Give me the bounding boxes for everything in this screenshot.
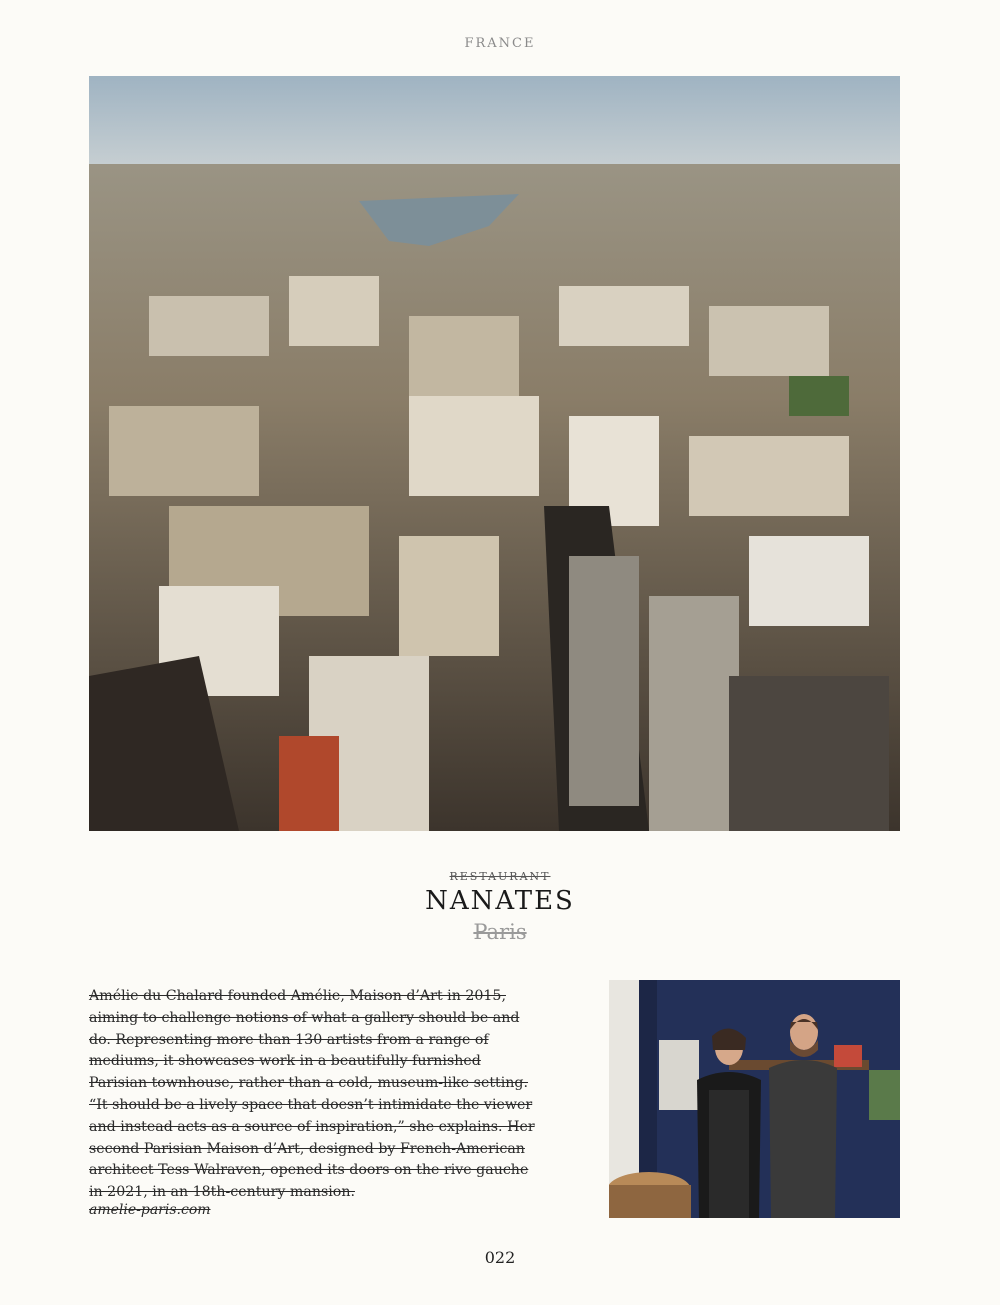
article-city: Paris [473, 920, 527, 944]
owners-portrait-photo [609, 980, 900, 1218]
body-line: “It should be a lively space that doesn’t intimidate the viewer [89, 1096, 533, 1113]
body-line: and instead acts as a source of inspiration,” she explains. Her [89, 1118, 535, 1135]
article-kicker: RESTAURANT [449, 870, 551, 883]
page-number: 022 [484, 1248, 516, 1267]
body-line: architect Tess Walraven, opened its doors on the rive gauche [89, 1162, 529, 1179]
body-line: aiming to challenge notions of what a gallery should be and [89, 1009, 520, 1026]
body-line: mediums, it showcases work in a beautifully furnished [89, 1053, 481, 1070]
body-line: in 2021, in an 18th-century mansion. [89, 1184, 355, 1201]
article-title: NANATES [425, 886, 575, 916]
body-line: second Parisian Maison d’Art, designed by French-American [89, 1140, 525, 1157]
restaurant-owners-photo-icon [609, 980, 900, 1218]
city-aerial-photo-icon [89, 76, 900, 831]
body-line: do. Representing more than 130 artists from a range of [89, 1031, 489, 1048]
article-body [89, 986, 594, 1204]
city-aerial-photo [89, 76, 900, 831]
section-label: FRANCE [464, 36, 536, 51]
body-line: Parisian townhouse, rather than a cold, museum-like setting. [89, 1075, 529, 1092]
body-line: Amélie du Chalard founded Amélie, Maison d’Art in 2015, [89, 988, 506, 1004]
website-link[interactable]: amelie-paris.com [89, 1202, 211, 1218]
